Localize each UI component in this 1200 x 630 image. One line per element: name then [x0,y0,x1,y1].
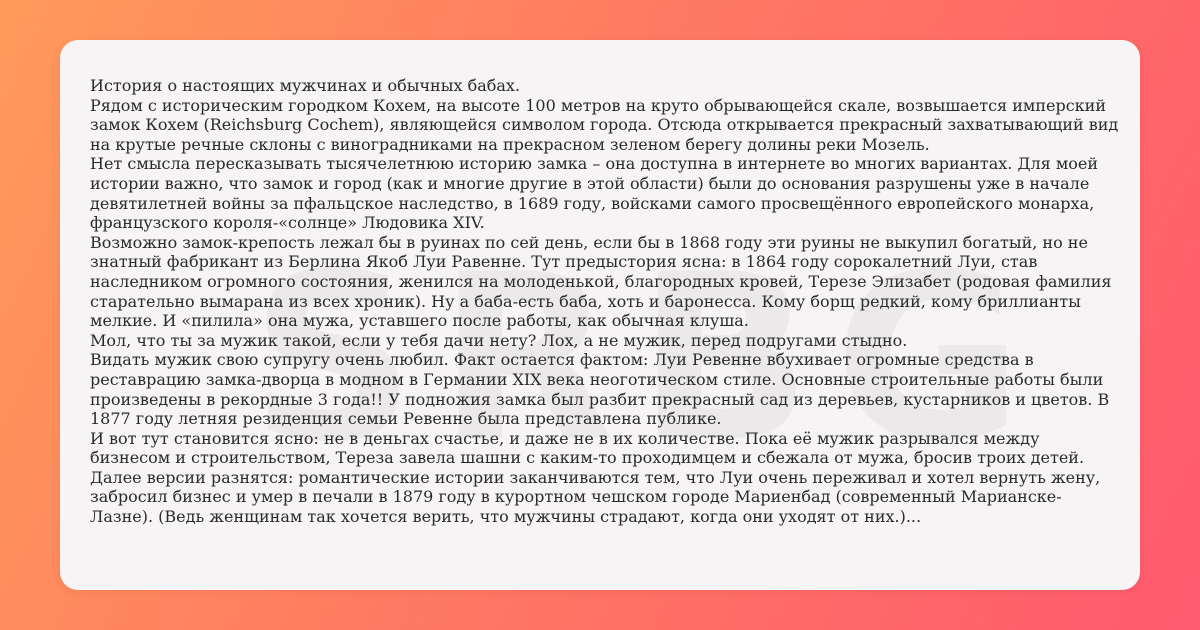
story-paragraph: Возможно замок-крепость лежал бы в руинах по сей день, если бы в 1868 году эти руины не выкупил богатый, но не знатный фабрикант из Берлина Якоб Луи Равенне. Тут предыстория ясна: в 1864 году сорокалетний Луи, став наследником огромного состояния, женился на молоденькой, благородных кровей, Терезе Элизабет (родовая фамилия старательно вымарана из всех хроник). Ну а баба-есть баба, хоть и баронесса. Кому борщ редкий, кому бриллианты мелкие. И «пилила» она мужа, уставшего после работы, как обычная клуша. [90,232,1112,331]
story-paragraph: Видать мужик свою супругу очень любил. Факт остается фактом: Луи Ревенне вбухивает огромные средства в реставрацию замка-дворца в модном в Германии XIX века неоготическом стиле. Основные строительные работы были произведены в рекордные 3 года!! У подножия замка был разбит прекрасный сад из деревьев, кустарников и цветов. В 1877 году летняя резиденция семьи Ревенне была представлена публике. [90,350,1110,429]
story-text [90,76,1120,527]
content-card [60,40,1140,590]
story-paragraph: Мол, что ты за мужик такой, если у тебя дачи нету? Лох, а не мужик, перед подругами стыдно. [90,330,908,350]
story-paragraph: Далее версии разнятся: романтические истории заканчиваются тем, что Луи очень переживал и хотел вернуть жену, забросил бизнес и умер в печали в 1879 году в курортном чешском городе Мариенбад (современный Марианске-Лазне). (Ведь женщинам так хочется верить, что мужчины страдают, когда они уходят от них.)... [90,467,1101,527]
story-title: История о настоящих мужчинах и обычных бабах. [90,76,521,95]
story-paragraph: Рядом с историческим городком Кохем, на высоте 100 метров на круто обрывающейся скале, возвышается имперский замок Кохем (Reichsburg Cochem), являющейся символом города. Отсюда открывается прекрасный захватывающий вид на крутые речные склоны с виноградниками на прекрасном зеленом берегу долины реки Мозель. [90,95,1119,154]
story-paragraph: Нет смысла пересказывать тысячелетнюю историю замка – она доступна в интернете во многих вариантах. Для моей истории важно, что замок и город (как и многие другие в этой области) были до основания разрушены уже в начале девятилетней войны за пфальцское наследство, в 1689 году, войсками самого просвещённого европейского монарха, французского короля-«солнце» Людовика XIV. [90,154,1099,233]
story-paragraph: И вот тут становится ясно: не в деньгах счастье, и даже не в их количестве. Пока её мужик разрывался между бизнесом и строительством, Тереза завела шашни с каким-то проходимцем и сбежала от мужа, бросив троих детей. [90,428,1085,468]
